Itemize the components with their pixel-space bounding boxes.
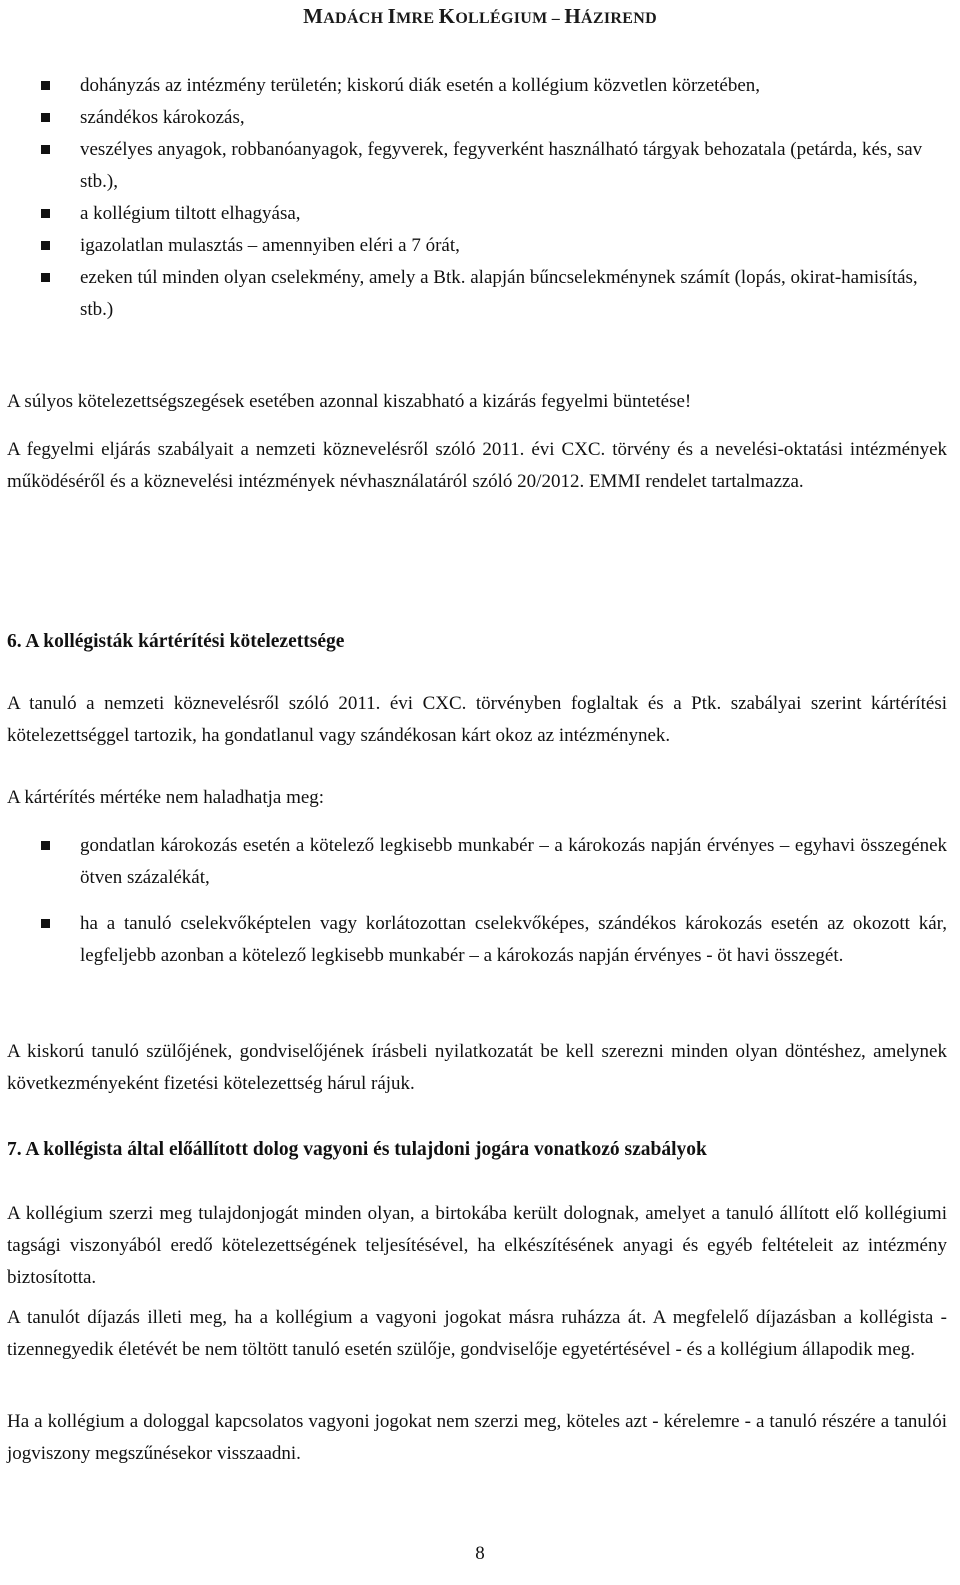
- square-bullet-icon: [41, 273, 50, 282]
- square-bullet-icon: [41, 241, 50, 250]
- list-item: ha a tanuló cselekvőképtelen vagy korlátozottan cselekvőképes, szándékos károkozás esetén az okozott kár, legfeljebb azonban a kötelező legkisebb munkabér – a károkozás napján érvényes - öt havi összegét.: [0, 908, 960, 972]
- section-7-paragraph-1: A kollégium szerzi meg tulajdonjogát minden olyan, a birtokába került dolognak, amelyet a tanuló állított elő kollégiumi tagsági viszonyából eredő kötelezettségének teljesítésével, ha elkészítésének anyagi és egyéb feltételeit az intézmény biztosította.: [7, 1203, 947, 1288]
- square-bullet-icon: [41, 81, 50, 90]
- list-item: veszélyes anyagok, robbanóanyagok, fegyverek, fegyverként használható tárgyak behozatala (petárda, kés, sav stb.),: [0, 134, 960, 198]
- section-6-paragraph-3: A kiskorú tanuló szülőjének, gondviselőjének írásbeli nyilatkozatát be kell szerezni minden olyan döntéshez, amelynek következményeként fizetési kötelezettség hárul rájuk.: [7, 1041, 947, 1094]
- list-item: a kollégium tiltott elhagyása,: [0, 198, 960, 230]
- running-header: MADÁCH IMRE KOLLÉGIUM – HÁZIREND: [303, 4, 657, 28]
- list-item: ezeken túl minden olyan cselekmény, amely a Btk. alapján bűncselekménynek számít (lopás, okirat-hamisítás, stb.): [0, 262, 960, 326]
- compensation-limits-list: [0, 830, 960, 972]
- square-bullet-icon: [41, 113, 50, 122]
- square-bullet-icon: [41, 841, 50, 850]
- section-6-paragraph-2: A kártérítés mértéke nem haladhatja meg:: [7, 787, 325, 808]
- square-bullet-icon: [41, 919, 50, 928]
- section-7-paragraph-3: Ha a kollégium a dologgal kapcsolatos vagyoni jogokat nem szerzi meg, köteles azt - kérelemre - a tanuló részére a tanulói jogviszony megszűnésekor visszaadni.: [7, 1411, 947, 1464]
- section-7-heading: 7. A kollégista által előállított dolog vagyoni és tulajdoni jogára vonatkozó szabályok: [7, 1139, 707, 1160]
- procedure-paragraph: A fegyelmi eljárás szabályait a nemzeti köznevelésről szóló 2011. évi CXC. törvény és a nevelési-oktatási intézmények működéséről és a köznevelési intézmények névhasználatáról szóló 20/2012. EMMI rendelet tartalmazza.: [7, 439, 947, 492]
- list-item: gondatlan károkozás esetén a kötelező legkisebb munkabér – a károkozás napján érvényes – egyhavi összegének ötven százalékát,: [0, 830, 960, 894]
- list-item: dohányzás az intézmény területén; kiskorú diák esetén a kollégium közvetlen körzetében,: [0, 70, 960, 102]
- section-6-paragraph-1: A tanuló a nemzeti köznevelésről szóló 2011. évi CXC. törvényben foglaltak és a Ptk. szabályai szerint kártérítési kötelezettséggel tartozik, ha gondatlanul vagy szándékosan kárt okoz az intézménynek.: [7, 693, 947, 746]
- list-item: igazolatlan mulasztás – amennyiben eléri a 7 órát,: [0, 230, 960, 262]
- list-item: szándékos károkozás,: [0, 102, 960, 134]
- page-number: 8: [475, 1543, 485, 1564]
- section-7-paragraph-2: A tanulót díjazás illeti meg, ha a kollégium a vagyoni jogokat másra ruházza át. A megfelelő díjazásban a kollégista - tizennegyedik életévét be nem töltött tanuló esetén szülője, gondviselője egyetértésével - és a kollégium állapodik meg.: [7, 1307, 947, 1360]
- section-6-heading: 6. A kollégisták kártérítési kötelezettsége: [7, 631, 345, 652]
- square-bullet-icon: [41, 145, 50, 154]
- square-bullet-icon: [41, 209, 50, 218]
- violations-list: [0, 70, 960, 326]
- severe-violation-paragraph: A súlyos kötelezettségszegések esetében azonnal kiszabható a kizárás fegyelmi büntetése!: [7, 391, 692, 412]
